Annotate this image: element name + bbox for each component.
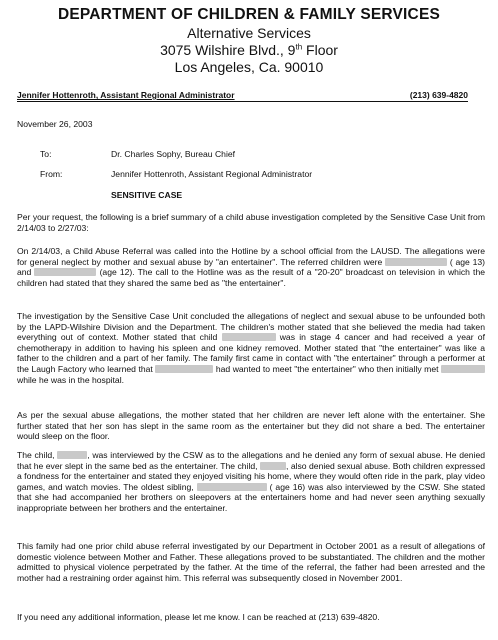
from-value: Jennifer Hottenroth, Assistant Regional Administrator <box>111 169 313 179</box>
subject-heading: SENSITIVE CASE <box>111 190 183 200</box>
redaction-block <box>441 365 485 373</box>
paragraph-closing: If you need any additional information, please let me know. I can be reached at (213) 639-4820. <box>17 612 380 622</box>
street-address-text: 3075 Wilshire Blvd., 9 <box>160 42 296 58</box>
floor-superscript: th <box>295 42 303 52</box>
paragraph-intro: Per your request, the following is a brief summary of a child abuse investigation completed by the Sensitive Case Unit from 2/14/03 to 2/27/03: <box>17 212 485 233</box>
paragraph-allegations: As per the sexual abuse allegations, the mother stated that her children are never left alone with the entertainer. She further stated that her son has slept in the same room as the entertainer but they did not share a bed. The entertainer would sleep on the floor. <box>17 410 485 442</box>
redaction-block <box>34 268 96 276</box>
paragraph-interviews-text-3: , also denied sexual abuse. Both children expressed a fondness for the entertainer and stated they enjoyed visiting his home, where they would often ride in the park, play video games, and watch movies. The oldest sibling, <box>17 460 486 492</box>
department-title: DEPARTMENT OF CHILDREN & FAMILY SERVICES <box>57 6 441 23</box>
paragraph-investigation-text-2: was in stage 4 cancer and had received a year of chemotherapy in addition to having his spleen and one kidney removed. Mother stated that "the entertainer" was like a father to the children and a part of her family. The family first came in contact with "the entertainer" through a performer at the Laugh Factory who learned that <box>17 332 485 374</box>
paragraph-interviews-text-2: , was interviewed by the CSW as to the allegations and he denied any form of sexual abuse. He denied that he ever slept in the same bed as the entertainer. The child, <box>17 450 486 471</box>
sender-name: Jennifer Hottenroth, Assistant Regional Administrator <box>17 90 235 100</box>
paragraph-interviews-text-4: ( age 16) was also interviewed by the CSW. She stated that she had accompanied her brothers on sleepovers at the entertainers home and had never seen anything sexually inappropriate between her brothers and the entertainer. <box>17 481 486 513</box>
sender-phone: (213) 639-4820 <box>409 90 468 100</box>
from-label: From: <box>40 169 63 179</box>
paragraph-interviews <box>17 450 485 514</box>
street-address <box>0 42 498 59</box>
paragraph-prior-referral: This family had one prior child abuse referral investigated by our Department in October 2001 as a result of allegations of domestic violence between Mother and Father. These allegations proved to be substantiated. The children and the mother admitted to physical violence perpetrated by the father. At the time of the referral, the father had been arrested and the mother had a restraining order against him. This referral was subsequently closed in November 2001. <box>17 541 485 583</box>
paragraph-referral-text-2: ( age 13) and <box>17 256 486 278</box>
paragraph-referral-text-3: (age 12). The call to the Hotline was as the result of a "20-20" broadcast on television in which the children had stated that they shared the same bed as "the entertainer". <box>17 267 485 288</box>
memo-date: November 26, 2003 <box>17 119 93 129</box>
redaction-block <box>385 258 447 266</box>
redaction-block <box>155 365 213 373</box>
to-label: To: <box>40 149 52 159</box>
redaction-block <box>222 333 276 341</box>
city-line: Los Angeles, Ca. 90010 <box>174 59 324 75</box>
redaction-block <box>260 462 286 470</box>
paragraph-referral-text-1: On 2/14/03, a Child Abuse Referral was called into the Hotline by a school official from the LAUSD. The allegations were for general neglect by mother and sexual abuse by "an entertainer". The referred children were <box>17 246 485 267</box>
to-value: Dr. Charles Sophy, Bureau Chief <box>111 149 236 159</box>
division-name: Alternative Services <box>187 25 311 41</box>
paragraph-investigation-text-1: The investigation by the Sensitive Case Unit concluded the allegations of neglect and sexual abuse to be unfounded both by the LAPD-Wilshire Division and the Department. The children's mother stated that she believed the media had taken everything out of context. Mother stated that child <box>17 311 485 343</box>
redaction-block <box>197 483 267 491</box>
paragraph-investigation-text-4: while he was in the hospital. <box>17 374 125 385</box>
paragraph-investigation-text-3: had wanted to meet "the entertainer" who then initially met <box>215 363 439 374</box>
redaction-block <box>57 451 87 459</box>
signature-line <box>17 90 468 102</box>
paragraph-investigation <box>17 311 485 385</box>
paragraph-referral <box>17 246 485 288</box>
floor-text: Floor <box>302 42 338 58</box>
paragraph-interviews-text-1: The child, <box>17 450 55 460</box>
